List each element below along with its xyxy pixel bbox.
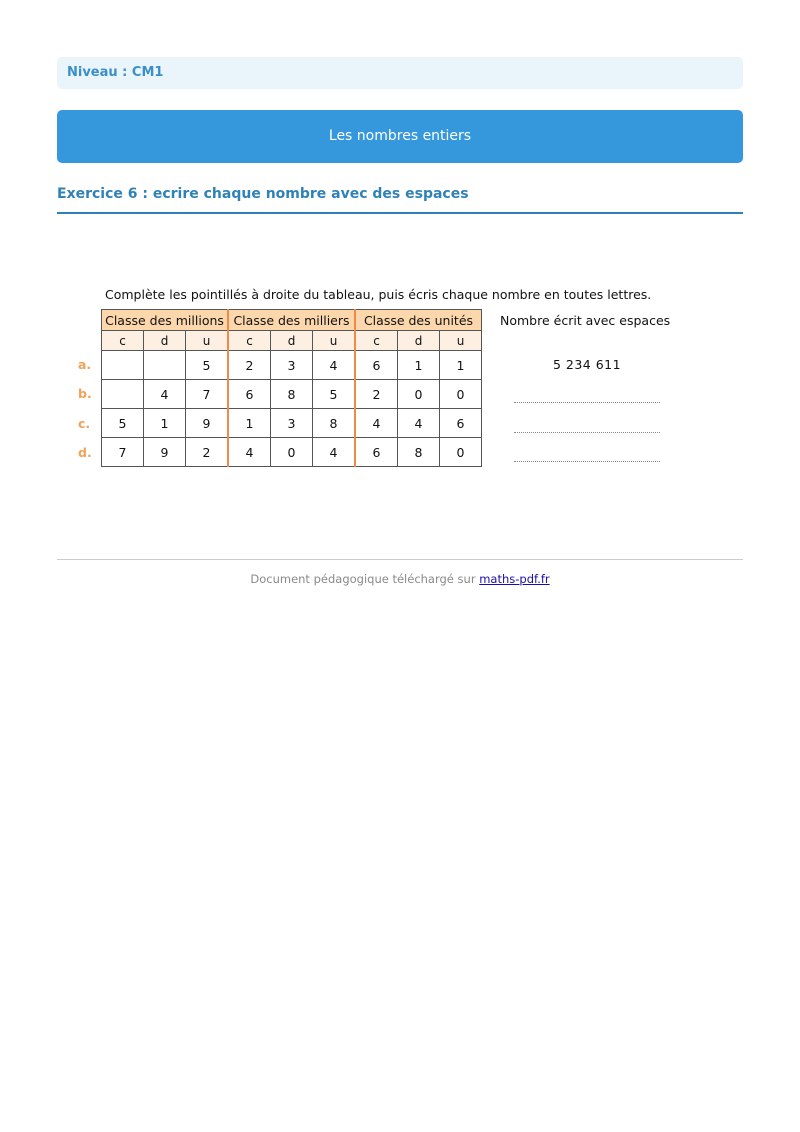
digit-cell: [102, 380, 144, 409]
digit-cell: 3: [271, 409, 313, 438]
digit-cell: 7: [186, 380, 229, 409]
footer-text: Document pédagogique téléchargé sur: [250, 572, 476, 586]
answer-blank-b[interactable]: [514, 402, 660, 403]
digit-cell: 6: [355, 438, 398, 467]
row-label-d: d.: [78, 445, 92, 460]
title-divider: [57, 212, 743, 214]
table-row-b: [102, 380, 482, 409]
digit-cell: 5: [186, 351, 229, 380]
exercise-title: Exercice 6 : ecrire chaque nombre avec des espaces: [57, 186, 469, 202]
row-label-a: a.: [78, 357, 92, 372]
table-row-d: [102, 438, 482, 467]
digit-cell: 0: [398, 380, 440, 409]
digit-cell: 5: [102, 409, 144, 438]
subheader-cell: c: [102, 331, 144, 351]
digit-cell: 2: [186, 438, 229, 467]
digit-cell: 4: [355, 409, 398, 438]
answer-a: 5 234 611: [552, 357, 622, 372]
level-label: Niveau : CM1: [57, 57, 743, 89]
answer-blank-d[interactable]: [514, 461, 660, 462]
digit-cell: [102, 351, 144, 380]
subheader-row: [102, 331, 482, 351]
class-header-row: [102, 310, 482, 331]
subheader-cell: u: [186, 331, 229, 351]
subheader-cell: d: [398, 331, 440, 351]
digit-cell: 4: [144, 380, 186, 409]
digit-cell: 1: [398, 351, 440, 380]
digit-cell: 8: [271, 380, 313, 409]
subheader-cell: c: [228, 331, 271, 351]
digit-cell: 1: [144, 409, 186, 438]
digit-cell: 7: [102, 438, 144, 467]
footer-divider: [57, 559, 743, 560]
digit-cell: [144, 351, 186, 380]
answers-column-header: Nombre écrit avec espaces: [500, 313, 671, 328]
subheader-cell: u: [313, 331, 356, 351]
digit-cell: 8: [313, 409, 356, 438]
class-header-unites: Classe des unités: [355, 310, 482, 331]
digit-cell: 4: [313, 438, 356, 467]
row-label-b: b.: [78, 386, 92, 401]
exercise-instruction: Complète les pointillés à droite du tableau, puis écris chaque nombre en toutes lettres.: [105, 287, 652, 302]
subheader-cell: c: [355, 331, 398, 351]
digit-cell: 9: [144, 438, 186, 467]
subheader-cell: d: [144, 331, 186, 351]
class-header-millions: Classe des millions: [102, 310, 229, 331]
table-row-a: [102, 351, 482, 380]
digit-cell: 2: [228, 351, 271, 380]
digit-cell: 6: [228, 380, 271, 409]
digit-cell: 5: [313, 380, 356, 409]
digit-cell: 0: [440, 380, 482, 409]
digit-cell: 4: [228, 438, 271, 467]
digit-cell: 1: [440, 351, 482, 380]
answer-blank-c[interactable]: [514, 432, 660, 433]
digit-cell: 2: [355, 380, 398, 409]
digit-cell: 9: [186, 409, 229, 438]
digit-cell: 8: [398, 438, 440, 467]
number-class-table: [101, 309, 482, 467]
subheader-cell: u: [440, 331, 482, 351]
digit-cell: 0: [271, 438, 313, 467]
table-row-c: [102, 409, 482, 438]
class-header-milliers: Classe des milliers: [228, 310, 355, 331]
footer: [0, 572, 800, 586]
digit-cell: 3: [271, 351, 313, 380]
row-label-c: c.: [78, 416, 91, 431]
digit-cell: 1: [228, 409, 271, 438]
chapter-banner: Les nombres entiers: [57, 110, 743, 163]
digit-cell: 4: [313, 351, 356, 380]
digit-cell: 4: [398, 409, 440, 438]
digit-cell: 0: [440, 438, 482, 467]
footer-link[interactable]: maths-pdf.fr: [479, 572, 550, 586]
subheader-cell: d: [271, 331, 313, 351]
digit-cell: 6: [355, 351, 398, 380]
digit-cell: 6: [440, 409, 482, 438]
